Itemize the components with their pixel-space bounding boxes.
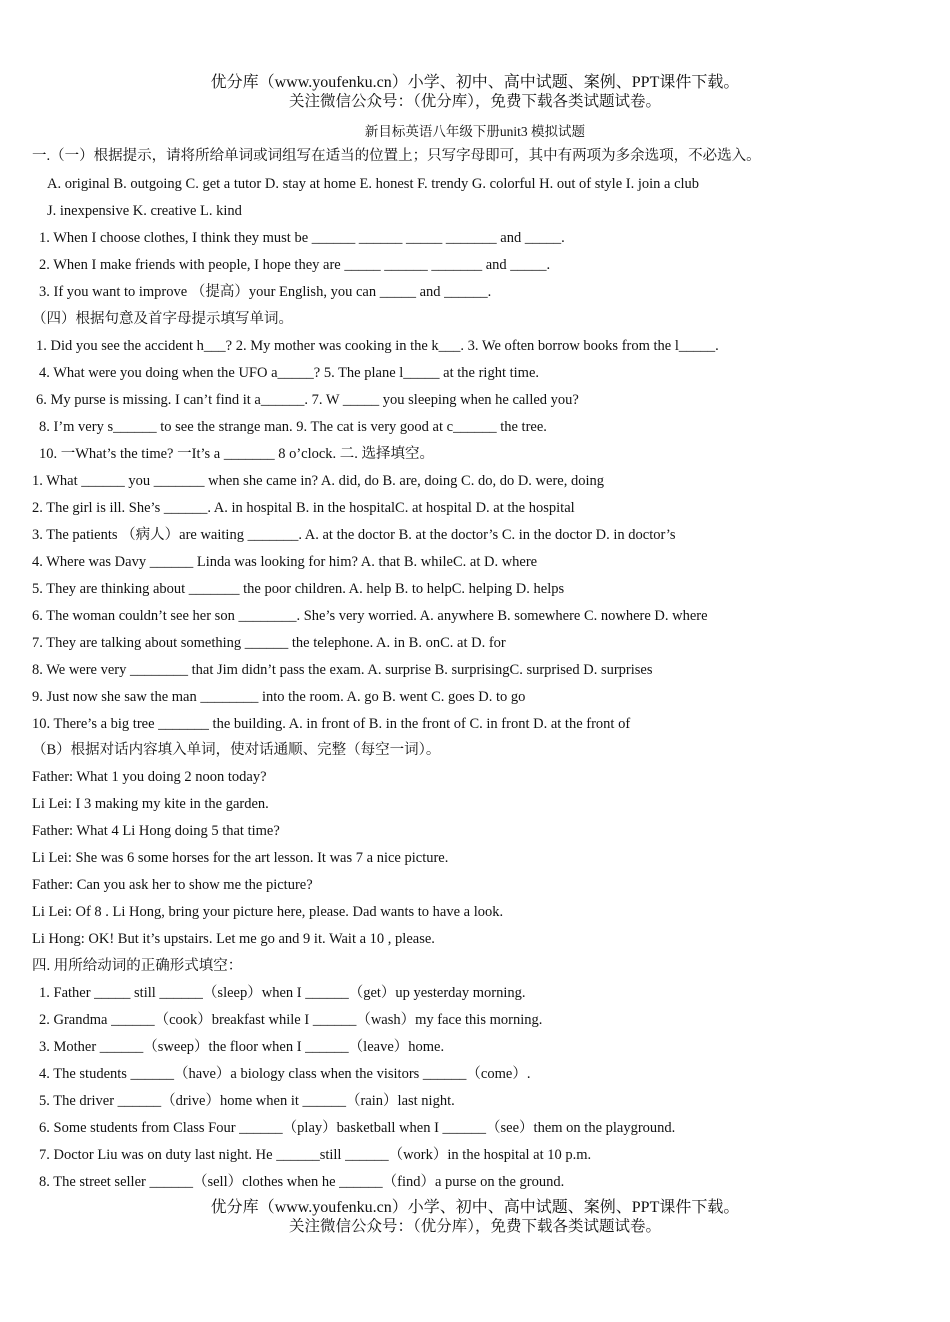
word-options-row-2: J. inexpensive K. creative L. kind [47,203,242,219]
question-line: 6. My purse is missing. I can’t find it a______. 7. W _____ you sleeping when he called you? [36,392,579,408]
question-line: 6. The woman couldn’t see her son ________. She’s very worried. A. anywhere B. somewhere C. nowhere D. where [32,608,708,624]
footer-line-2: 关注微信公众号：（优分库），免费下载各类试题试卷。 [288,1218,661,1235]
question-line: 4. The students ______（have）a biology class when the visitors ______（come）. [39,1066,531,1082]
question-line: 7. They are talking about something ______ the telephone. A. in B. onC. at D. for [32,635,506,651]
dialogue-line: Li Lei: Of 8 . Li Hong, bring your picture here, please. Dad wants to have a look. [32,904,504,920]
question-line: 4. Where was Davy ______ Linda was looking for him? A. that B. whileC. at D. where [32,554,538,570]
footer-line-1: 优分库（www.youfenku.cn）小学、初中、高中试题、案例、PPT课件下载。 [210,1199,740,1216]
question-line: 2. The girl is ill. She’s ______. A. in hospital B. in the hospitalC. at hospital D. at the hospital [32,500,575,516]
section-heading: （B）根据对话内容填入单词，使对话通顺、完整（每空一词）。 [32,742,441,758]
dialogue-line: Li Hong: OK! But it’s upstairs. Let me go and 9 it. Wait a 10 , please. [32,931,435,947]
section-heading: 四. 用所给动词的正确形式填空： [32,958,243,974]
question-line: 2. Grandma ______（cook）breakfast while I ______（wash）my face this morning. [39,1012,543,1028]
question-line: 3. Mother ______（sweep）the floor when I ______（leave）home. [39,1039,445,1055]
question-line: 1. Did you see the accident h___? 2. My mother was cooking in the k___. 3. We often borrow books from the l_____. [36,338,719,354]
question-line: 3. If you want to improve （提高）your English, you can _____ and ______. [39,284,492,300]
dialogue-line: Father: What 4 Li Hong doing 5 that time? [32,823,280,839]
section-1-instruction: 一.（一）根据提示，请将所给单词或词组写在适当的位置上；只写字母即可，其中有两项为多余选项，不必选入。 [32,148,761,164]
question-line: 8. I’m very s______ to see the strange man. 9. The cat is very good at c______ the tree. [39,419,547,435]
document-title: 新目标英语八年级下册unit3 模拟试题 [364,124,586,139]
page-header-top [0,73,950,111]
dialogue-line: Father: What 1 you doing 2 noon today? [32,769,267,785]
word-options-row-1: A. original B. outgoing C. get a tutor D. stay at home E. honest F. trendy G. colorful H. out of style I. join a club [47,176,700,192]
question-line: 1. When I choose clothes, I think they must be ______ ______ _____ _______ and _____. [39,230,565,246]
dialogue-line: Li Lei: She was 6 some horses for the art lesson. It was 7 a nice picture. [32,850,449,866]
question-line: 5. The driver ______（drive）home when it ______（rain）last night. [39,1093,455,1109]
question-line: 5. They are thinking about _______ the poor children. A. help B. to helpC. helping D. helps [32,581,565,597]
question-line: 10. There’s a big tree _______ the building. A. in front of B. in the front of C. in front D. at the front of [32,716,631,732]
dialogue-line: Father: Can you ask her to show me the picture? [32,877,313,893]
question-line: 8. We were very ________ that Jim didn’t pass the exam. A. surprise B. surprisingC. surprised D. surprises [32,662,653,678]
question-line: 4. What were you doing when the UFO a_____? 5. The plane l_____ at the right time. [39,365,540,381]
question-line: 9. Just now she saw the man ________ into the room. A. go B. went C. goes D. to go [32,689,526,705]
header-line-1: 优分库（www.youfenku.cn）小学、初中、高中试题、案例、PPT课件下载。 [210,74,740,91]
question-line: 8. The street seller ______（sell）clothes when he ______（find）a purse on the ground. [39,1174,565,1190]
page-footer [0,1198,950,1236]
question-line: 7. Doctor Liu was on duty last night. He ______still ______（work）in the hospital at 10 p.m. [39,1147,592,1163]
dialogue-line: Li Lei: I 3 making my kite in the garden. [32,796,269,812]
question-line: 3. The patients （病人）are waiting _______. A. at the doctor B. at the doctor’s C. in the doctor D. in doctor’s [32,527,676,543]
section-heading: （四）根据句意及首字母提示填写单词。 [32,311,293,327]
question-line: 2. When I make friends with people, I hope they are _____ ______ _______ and _____. [39,257,551,273]
question-line: 6. Some students from Class Four ______（play）basketball when I ______（see）them on the playground. [39,1120,676,1136]
question-line: 1. Father _____ still ______（sleep）when I ______（get）up yesterday morning. [39,985,526,1001]
question-line: 10. 一What’s the time? 一It’s a _______ 8 o’clock. 二. 选择填空。 [39,446,435,462]
question-line: 1. What ______ you _______ when she came in? A. did, do B. are, doing C. do, do D. were, doing [32,473,604,489]
header-line-2: 关注微信公众号：（优分库），免费下载各类试题试卷。 [288,93,661,110]
